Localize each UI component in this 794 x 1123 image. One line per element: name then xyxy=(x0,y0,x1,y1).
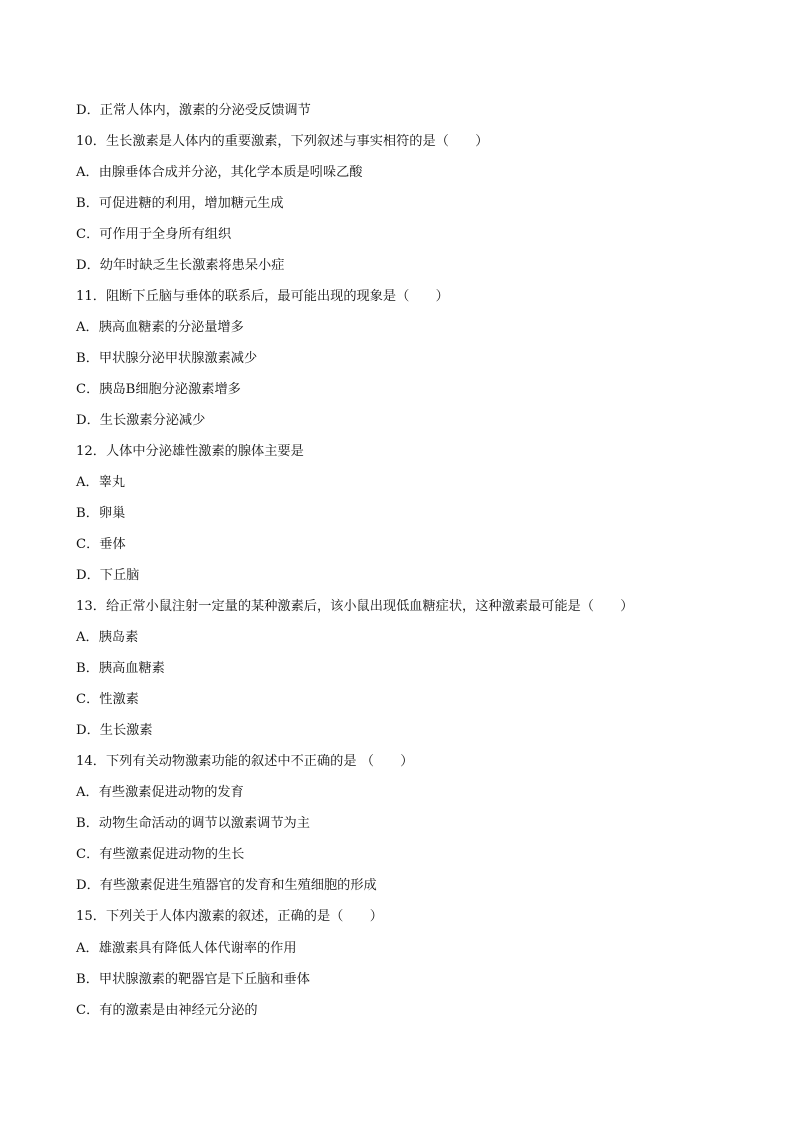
option-13a: A．胰岛素 xyxy=(76,630,139,645)
option-14a: A．有些激素促进动物的发育 xyxy=(76,785,244,800)
option-12c: C．垂体 xyxy=(76,537,126,552)
option-12a: A．睾丸 xyxy=(76,475,126,490)
question-15: 15．下列关于人体内激素的叙述，正确的是（ ） xyxy=(76,909,383,924)
option-10a: A．由腺垂体合成并分泌，其化学本质是吲哚乙酸 xyxy=(76,165,363,180)
option-13b: B．胰高血糖素 xyxy=(76,661,165,676)
option-10b: B．可促进糖的利用，增加糖元生成 xyxy=(76,196,284,211)
option-13c: C．性激素 xyxy=(76,692,139,707)
question-13: 13．给正常小鼠注射一定量的某种激素后，该小鼠出现低血糖症状，这种激素最可能是（ ） xyxy=(76,599,634,614)
option-11b: B．甲状腺分泌甲状腺激素减少 xyxy=(76,351,258,366)
option-10c: C．可作用于全身所有组织 xyxy=(76,227,232,242)
question-11: 11．阻断下丘脑与垂体的联系后，最可能出现的现象是（ ） xyxy=(76,289,449,304)
option-15a: A．雄激素具有降低人体代谢率的作用 xyxy=(76,941,297,956)
question-10: 10．生长激素是人体内的重要激素，下列叙述与事实相符的是（ ） xyxy=(76,134,489,149)
option-11d: D．生长激素分泌减少 xyxy=(76,413,206,428)
option-11c: C．胰岛B细胞分泌激素增多 xyxy=(76,382,241,397)
option-14b: B．动物生命活动的调节以激素调节为主 xyxy=(76,816,310,831)
option-14d: D．有些激素促进生殖器官的发育和生殖细胞的形成 xyxy=(76,878,377,893)
option-9d: D．正常人体内，激素的分泌受反馈调节 xyxy=(76,103,311,118)
option-12d: D．下丘脑 xyxy=(76,568,140,583)
option-12b: B．卵巢 xyxy=(76,506,126,521)
option-15c: C．有的激素是由神经元分泌的 xyxy=(76,1003,258,1018)
option-10d: D．幼年时缺乏生长激素将患呆小症 xyxy=(76,258,285,273)
option-15b: B．甲状腺激素的靶器官是下丘脑和垂体 xyxy=(76,972,310,987)
option-13d: D．生长激素 xyxy=(76,723,153,738)
question-12: 12．人体中分泌雄性激素的腺体主要是 xyxy=(76,444,304,459)
option-14c: C．有些激素促进动物的生长 xyxy=(76,847,245,862)
option-11a: A．胰高血糖素的分泌量增多 xyxy=(76,320,244,335)
question-14: 14．下列有关动物激素功能的叙述中不正确的是 （ ） xyxy=(76,754,414,769)
